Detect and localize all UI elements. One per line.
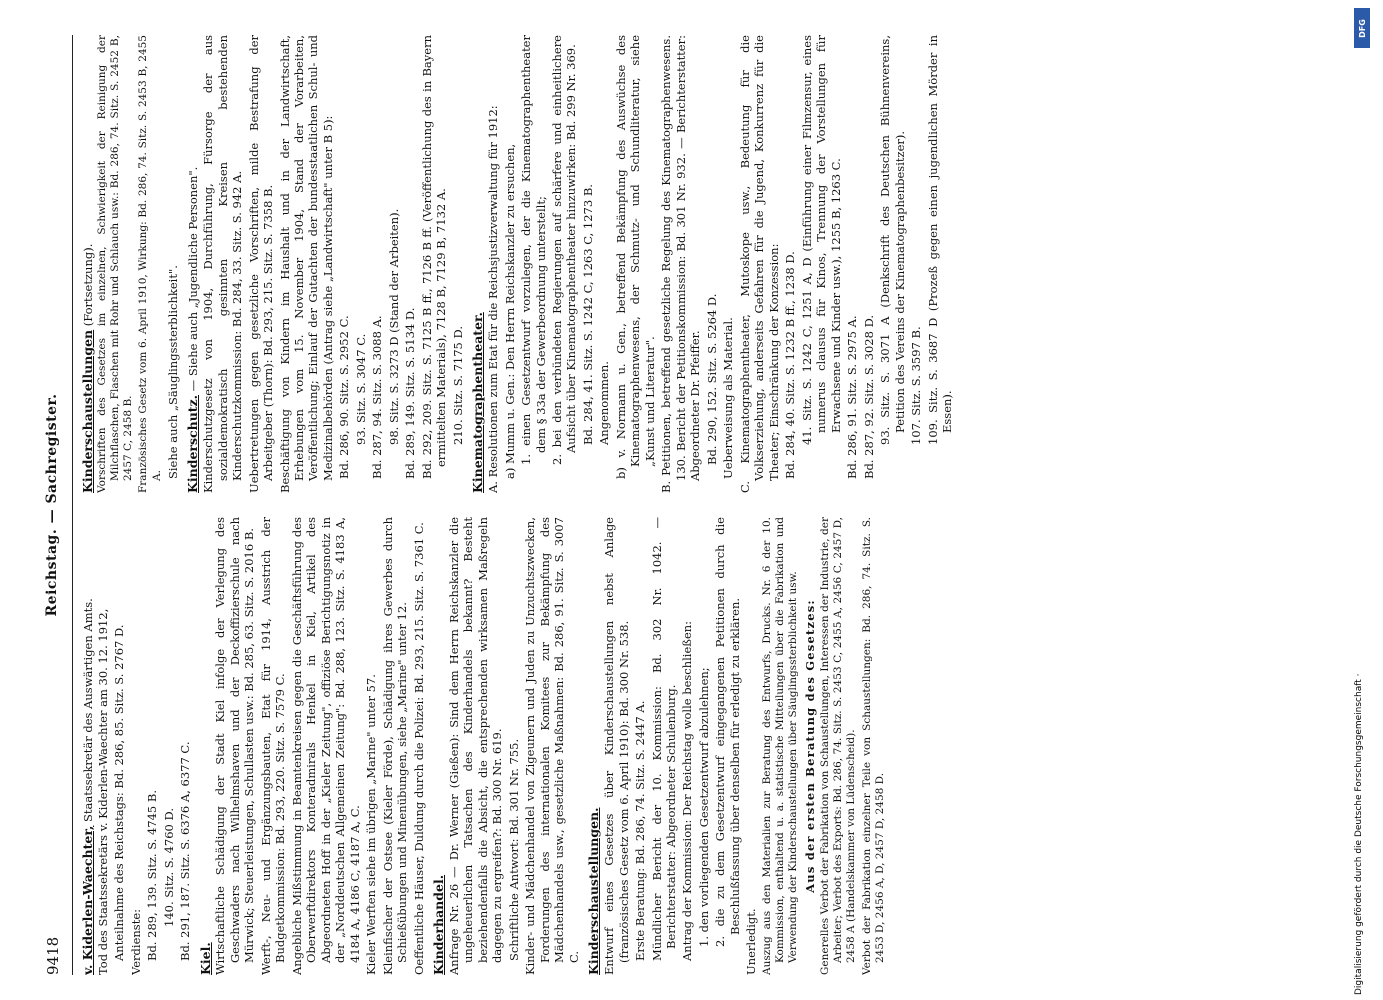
entry-line: Auszug aus den Materialien zur Beratung des Entwurfs, Drucks. Nr. 6 der 10. Kommission, enthaltend u. a. statistische Mitteilungen über die Fabrikation und Verwendung der Kinderschaustellungen über Säuglingssterblichkeit usw. [760, 517, 800, 975]
entry-line: 2. die zu dem Gesetzentwurf eingegangenen Petitionen durch die Beschlußfassung über denselben für erledigt zu erklären. [713, 517, 742, 947]
entry-line: Anteilnahme des Reichstags: Bd. 286, 85. Sitz. S. 2767 D. [112, 624, 127, 961]
entry-head: Kinematographentheater. [470, 312, 486, 493]
entry-head: Kiel. [197, 942, 213, 975]
entry-line: b) v. Normann u. Gen., betreffend Bekämpfung des Auswüchse des Kinematographenwesens, der Schmutz- und Schundliteratur, siehe „Kunst und Literatur". [613, 35, 657, 479]
entry-ref: 93. Sitz. S. 3071 A (Denkschrift des Deutschen Bühnenvereins, Petition des Vereins der Kinematographenbesitzer). [878, 35, 907, 445]
entry-line: A. Resolutionen zum Etat für die Reichsjustizverwaltung für 1912: [486, 105, 501, 493]
dfg-logo [1354, 8, 1370, 48]
entry-ref: Bd. 289, 149. Sitz. S. 5134 D. [403, 307, 418, 479]
entry-line: Kinder- und Mädchenhandel von Zigeunern und Juden zu Unzuchtszwecken, Forderungen des internationalen Komitees zur Bekämpfung des Mädchenhandels usw., gesetzliche Maßnahmen: Bd. 286, 91. Sitz. S. 3007 C. [523, 517, 581, 975]
entry-line: Kleinfischer der Ostsee (Kieler Förde), Schädigung ihres Gewerbes durch Schießübungen und Minenübungen, siehe „Marine" unter 12. [380, 517, 410, 975]
entry-line: Antrag der Kommission: Der Reichstag wolle beschließen: [680, 620, 695, 961]
entry-head: Kinderschutz. [185, 394, 201, 493]
entry-kinderschaustellungen [586, 517, 887, 975]
entry-line: Ueberweisung als Material. [721, 317, 736, 479]
entry-head: Kinderschaustellungen [80, 329, 95, 493]
entry-line: Beschäftigung von Kindern im Haushalt und in der Landwirtschaft, Erhebungen vom 15. November 1904, Stand der Vorarbeiten, Veröffentlichung; Einlauf der Gutachten der bundesstaatlichen Schul- und Medizinalbehörden (Antrag siehe „Landwirtschaft" unter B 5): [277, 35, 335, 493]
page-header [40, 35, 70, 975]
page-number: 9418 [44, 936, 62, 975]
entry-line: Französisches Gesetz vom 6. April 1910, Wirkung: Bd. 286, 74. Sitz. S. 2453 B, 2455 A. [137, 35, 163, 493]
entry-kinematographentheater [470, 35, 954, 493]
entry-head: v. Kiderlen-Waechter, [80, 825, 95, 975]
entry-line: a) Mumm u. Gen.: Den Herrn Reichskanzler zu ersuchen, [502, 143, 517, 479]
entry-line: Anfrage Nr. 26 — Dr. Werner (Gießen): Sind dem Herrn Reichskanzler die ungeheuerlichen Tatsachen des Kinderhandels bekannt? Besteht beziehendenfalls die Absicht, die entsprechenden wirksamen Maßregeln dagegen zu ergreifen?: Bd. 300 Nr. 619. [446, 517, 505, 975]
entry-head: Kinderschaustellungen. [586, 807, 602, 975]
column-right [80, 35, 1330, 493]
entry-subhead: Aus der ersten Beratung des Gesetzes: [802, 599, 817, 893]
dfg-logo-text: DFG [1357, 18, 1367, 38]
entry-head: Kinderhandel. [431, 874, 447, 975]
entry-line: Siehe auch „Säuglingssterblichkeit". [165, 265, 180, 479]
entry-line: B. Petitionen, betreffend gesetzliche Regelung des Kinematographenwesens. 130. Bericht der Petitionskommission: Bd. 301 Nr. 932. — Berichterstatter: Abgeordneter Dr. Pfeiffer. [659, 35, 703, 493]
digitization-note-text: Digitalisierung gefördert durch die Deutsche Forschungsgemeinschaft · [1354, 673, 1364, 995]
rotated-page [40, 35, 1330, 975]
entry-line: 1. den vorliegenden Gesetzentwurf abzulehnen; [696, 667, 711, 947]
entry-ref: 93. Sitz. S. 3047 C. [353, 333, 368, 445]
entry-line: Vorschriften des Gesetzes im einzelnen, Schwierigkeit der Reinigung der Milchflaschen, Flaschen mit Rohr und Schlauch usw.: Bd. 286, 74. Sitz. S. 2452 B, 2457 C, 2458 B. [95, 35, 135, 493]
running-title: Reichstag. — Sachregister. [44, 393, 60, 617]
entry-ref: 210. Sitz. S. 7175 D. [450, 326, 465, 445]
entry-line: Tod des Staatssekretärs v. Kiderlen-Waechter am 30. 12. 1912, [95, 608, 110, 975]
entry-line: 1. einen Gesetzentwurf vorzulegen, der die Kinematographentheater dem § 33a der Gewerbeordnung unterstellt; [519, 35, 548, 465]
entry-kinderschaustellungen-cont [80, 35, 180, 493]
entry-tag: (Fortsetzung). [81, 243, 95, 327]
entry-ref: 140. Sitz. S. 4760 D. [161, 808, 176, 927]
entry-ref: Bd. 284, 40. Sitz. S. 1232 B ff., 1238 D. [783, 251, 798, 479]
entry-ref: Bd. 284, 41. Sitz. S. 1242 C, 1263 C, 1273 B. [580, 184, 595, 445]
entry-kinderschutz [185, 35, 465, 493]
entry-kiderlen [80, 517, 193, 975]
entry-text: — Siehe auch „Jugendliche Personen". [186, 166, 201, 392]
entry-ref: Bd. 286, 91. Sitz. S. 2975 A. [845, 315, 860, 479]
entry-ref: Bd. 289, 139. Sitz. S. 4745 B. [145, 789, 160, 961]
entry-ref: 107. Sitz. S. 3597 B. [909, 326, 924, 445]
entry-ref: 98. Sitz. S. 3273 D (Stand der Arbeiten). [386, 208, 401, 445]
entry-line: Schriftliche Antwort: Bd. 301 Nr. 755. [506, 738, 521, 961]
entry-line: Uebertretungen gegen gesetzliche Vorschriften, milde Bestrafung der Arbeitgeber (Thorn): Bd. 293, 215. Sitz. S. 7358 B. [246, 35, 276, 493]
entry-text: Staatssekretär des Auswärtigen Amts. [81, 598, 95, 822]
header-rule [72, 35, 73, 975]
entry-line: Kieler Werften siehe im übrigen „Marine" unter 57. [364, 674, 379, 975]
column-left [80, 517, 1330, 975]
entry-ref: Bd. 287, 92. Sitz. S. 3028 D. [861, 314, 876, 479]
entry-ref: Bd. 291, 187. Sitz. S. 6376 A, 6377 C. [178, 741, 193, 961]
entry-kiel [198, 517, 427, 975]
entry-line: Verbot der Fabrikation einzelner Teile von Schaustellungen: Bd. 286, 74. Sitz. S. 2453 D, 2456 A, D, 2457 D, 2458 D. [860, 517, 886, 975]
entry-kinderhandel [431, 517, 581, 975]
entry-line: Erste Beratung: Bd. 286, 74. Sitz. S. 2447 A. [633, 700, 648, 961]
digitization-note [1354, 15, 1374, 995]
entry-ref: Bd. 290, 152. Sitz. S. 5264 D. [704, 293, 719, 465]
entry-line: C. Kinematographentheater, Mutoskope usw., Bedeutung für die Volkserziehung, anderseits Gefahren für die Jugend, Konkurrenz für die Theater; Einschränkung der Konzession: [737, 35, 781, 493]
entry-line: 2. bei den verbündeten Regierungen auf schärfere und einheitlichere Aufsicht über Kinematographentheater hinzuwirken: Bd. 299 Nr. 369. [550, 35, 579, 465]
entry-line: Angenommen. [597, 361, 612, 445]
columns [80, 35, 1330, 975]
entry-ref: Bd. 286, 90. Sitz. S. 2952 C. [337, 315, 352, 479]
entry-ref: 41. Sitz. S. 1242 C, 1251 A, D (Einführung einer Filmzensur, eines numerus clausus für Kinos, Trennung der Vorstellungen für Erwachsene und Kinder usw.), 1255 B, 1263 C. [799, 35, 843, 445]
entry-line: Werft-, Neu- und Ergänzungsbauten, Etat für 1914, Ausstrich der Budgetkommission: Bd. 293, 220. Sitz. S. 7579 C. [258, 517, 288, 975]
entry-ref: Bd. 292, 209. Sitz. S. 7125 B ff., 7126 B ff. (Veröffentlichung des in Bayern ermittelten Materials), 7128 B, 7129 B, 7132 A. [419, 35, 449, 479]
entry-ref: Bd. 287, 94. Sitz. S. 3088 A. [370, 315, 385, 479]
entry-line: Verdienste: [128, 908, 143, 975]
entry-ref: 109. Sitz. S. 3687 D (Prozeß gegen einen jugendlichen Mörder in Essen). [925, 35, 955, 445]
entry-line: Oeffentliche Häuser, Duldung durch die Polizei: Bd. 293, 215. Sitz. S. 7361 C. [411, 522, 426, 975]
entry-line: Mündlicher Bericht der 10. Kommission: Bd. 302 Nr. 1042. — Berichterstatter: Abgeordneter Schulenburg. [649, 517, 678, 961]
entry-line: Entwurf eines Gesetzes über Kinderschaustellungen nebst Anlage (französisches Gesetz vom 6. April 1910): Bd. 300 Nr. 538. [602, 517, 631, 975]
entry-line: Unerledigt. [744, 908, 759, 975]
entry-line: Angebliche Mißstimmung in Beamtenkreisen gegen die Geschäftsführung des Oberwerftdirektors Konteradmirals Henkel in Kiel, Artikel des Abgeordneten Hoff in der „Kieler Zeitung", offiziöse Berichtigungsnotiz in der „Norddeutschen Allgemeinen Zeitung": Bd. 288, 123. Sitz. S. 4183 A, 4184 A, 4186 C, 4187 A, C. [289, 517, 362, 975]
entry-line: Generelles Verbot der Fabrikation von Schaustellungen, Interessen der Industrie, der Arbeiter; Verbot des Exports: Bd. 286, 74. Sitz. S. 2453 C, 2455 A, 2456 C, 2457 D, 2458 A (Handelskammer von Lüdenscheid). [819, 517, 858, 975]
entry-line: Wirtschaftliche Schädigung der Stadt Kiel infolge der Verlegung des Geschwaders nach Wilhelmshaven und der Deckoffizierschule nach Mürwick; Steuerleistungen, Schullasten usw.: Bd. 285, 63. Sitz. S. 2016 B. [213, 517, 257, 975]
entry-line: Kinderschutzgesetz von 1904, Durchführung, Fürsorge der aus sozialdemokratisch gesinnten Kreisen bestehenden Kinderschutzkommission: Bd. 284, 33. Sitz. S. 942 A. [201, 35, 245, 493]
